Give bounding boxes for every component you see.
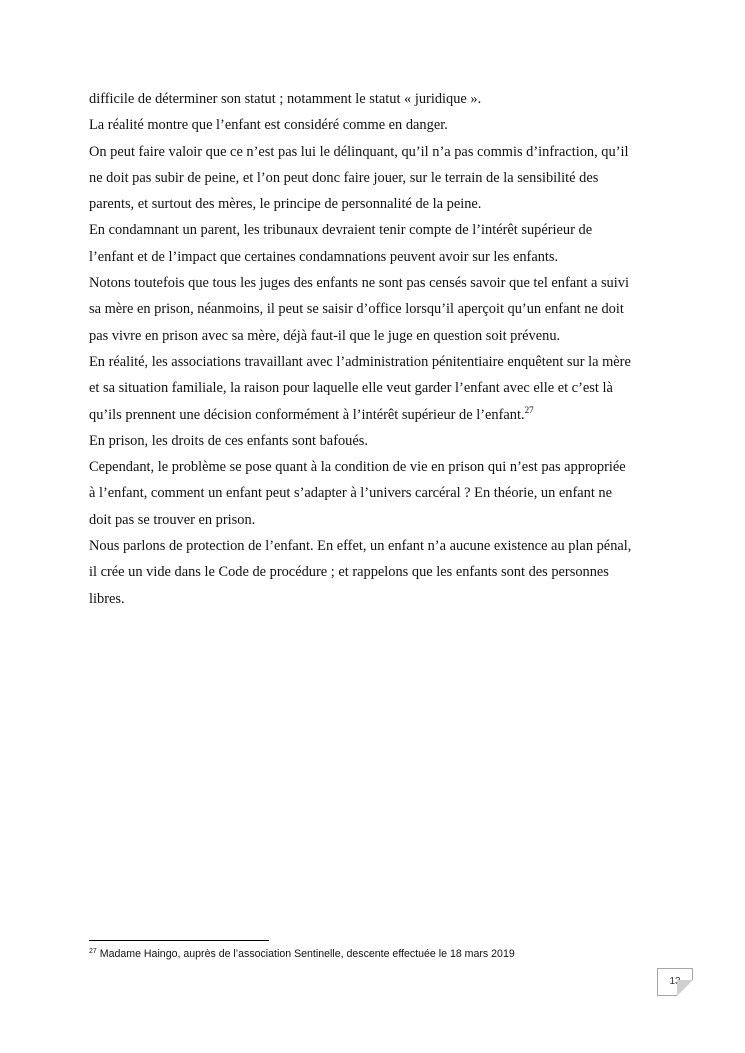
text-line: ne doit pas subir de peine, et l’on peut donc faire jouer, sur le terrain de la sensibilité des — [89, 169, 599, 186]
text-line: à l’enfant, comment un enfant peut s’adapter à l’univers carcéral ? En théorie, un enfant ne — [89, 485, 613, 502]
text-line: Cependant, le problème se pose quant à la condition de vie en prison qui n’est pas appropriée — [89, 459, 626, 476]
text-line: l’enfant et de l’impact que certaines condamnations peuvent avoir sur les enfants. — [89, 248, 559, 265]
page-number: 13 — [669, 976, 681, 987]
text-line-with-footnote — [89, 402, 669, 428]
text-line: pas vivre en prison avec sa mère, déjà faut-il que le juge en question soit prévenu. — [89, 327, 561, 344]
text-line: doit pas se trouver en prison. — [89, 511, 256, 528]
text-line: difficile de déterminer son statut ; notamment le statut « juridique ». — [89, 91, 482, 107]
page-number-box — [657, 968, 693, 996]
text-line: qu’ils prennent une décision conformément à l’intérêt supérieur de l’enfant. — [89, 406, 525, 423]
text-line: parents, et surtout des mères, le principe de personnalité de la peine. — [89, 196, 482, 213]
text-line: Notons toutefois que tous les juges des enfants ne sont pas censés savoir que tel enfant a suivi — [89, 275, 629, 292]
text-line: En réalité, les associations travaillant avec l’administration pénitentiaire enquêtent sur la mère — [89, 353, 631, 370]
footnote-text: Madame Haingo, auprès de l’association Sentinelle, descente effectuée le 18 mars 2019 — [99, 948, 515, 960]
footnote — [89, 948, 515, 960]
footnote-number: 27 — [89, 948, 97, 955]
footnote-reference[interactable]: 27 — [524, 404, 534, 415]
text-line: Nous parlons de protection de l’enfant. En effet, un enfant n’a aucune existence au plan pénal, — [89, 538, 632, 555]
text-line: En prison, les droits de ces enfants sont bafoués. — [89, 432, 368, 449]
text-line: et sa situation familiale, la raison pour laquelle elle veut garder l’enfant avec elle et c’est là — [89, 380, 613, 397]
text-line: il crée un vide dans le Code de procédure ; et rappelons que les enfants sont des personnes — [89, 564, 609, 581]
text-line: En condamnant un parent, les tribunaux devraient tenir compte de l’intérêt supérieur de — [89, 222, 593, 239]
footnote-separator — [89, 940, 269, 941]
text-line: On peut faire valoir que ce n’est pas lui le délinquant, qu’il n’a pas commis d’infraction, qu’il — [89, 143, 629, 160]
body-text — [89, 86, 669, 612]
text-line: libres. — [89, 590, 125, 607]
text-line: La réalité montre que l’enfant est considéré comme en danger. — [89, 117, 448, 134]
text-line: sa mère en prison, néanmoins, il peut se saisir d’office lorsqu’il aperçoit qu’un enfant ne doit — [89, 301, 624, 318]
